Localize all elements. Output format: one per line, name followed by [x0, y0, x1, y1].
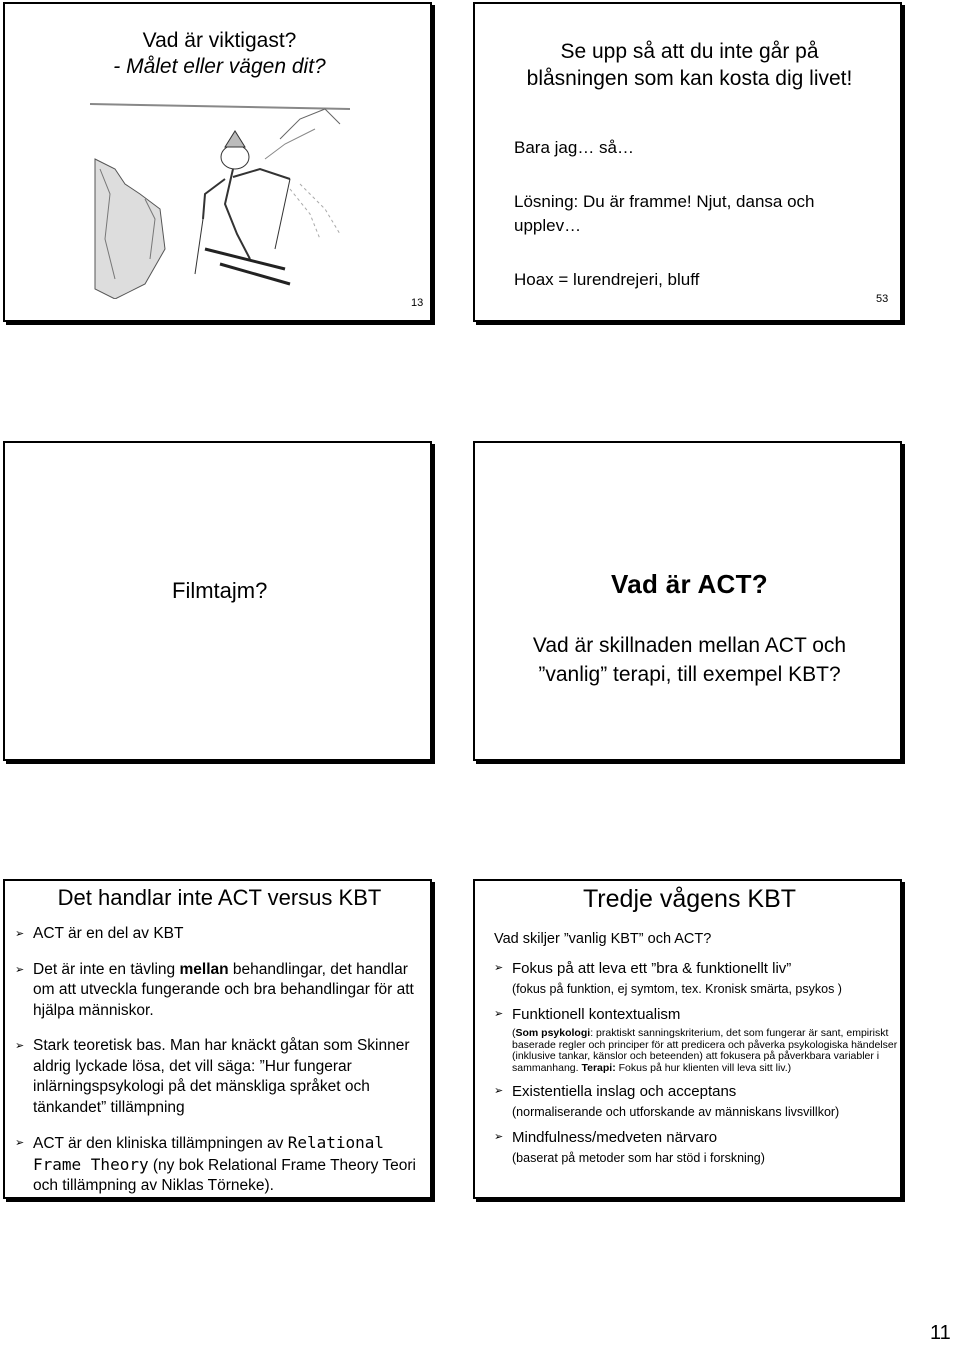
bullet-text: (ny bok Relational Frame Theory Teori och tillämpning av Niklas Törneke).	[33, 1156, 416, 1194]
bullet-arrow-icon: ➢	[494, 1131, 504, 1143]
skier-sketch-image	[85, 99, 355, 299]
bullet-arrow-icon: ➢	[15, 1040, 25, 1052]
bullet-arrow-icon: ➢	[15, 928, 25, 940]
bullet-arrow-icon: ➢	[494, 962, 504, 974]
body-line-1: Bara jag… så…	[514, 138, 634, 157]
bullet-small-bold: Terapi:	[581, 1061, 616, 1074]
body-line-2b: upplev…	[514, 216, 582, 235]
bullet-text: Det är inte en tävling	[33, 960, 180, 978]
bullet-text: ACT är en del av KBT	[33, 925, 184, 942]
bullet-subtext: (baserat på metoder som har stöd i forskning)	[512, 1151, 765, 1165]
bullet-list	[15, 924, 425, 1212]
slide-4	[473, 441, 902, 761]
slide-title: Tredje vågens KBT	[582, 885, 797, 913]
slide-5	[3, 879, 432, 1199]
slide-3	[3, 441, 432, 761]
slide-1	[3, 2, 432, 322]
slide-title: Vad är ACT?	[611, 569, 768, 599]
slide-number: 53	[876, 293, 889, 305]
slide-subtitle	[475, 631, 904, 689]
list-item	[494, 959, 899, 997]
bullet-text: Funktionell kontextualism	[512, 1006, 681, 1023]
slide-title	[475, 38, 904, 92]
list-item	[15, 1036, 425, 1118]
slide-intro: Vad skiljer ”vanlig KBT” och ACT?	[494, 931, 712, 947]
bullet-text: Man har knäckt gåtan som Skinner aldrig lyckade lösa, det vill säga: ”Hur fungerar inlärningspsykologi på det mänskliga språket och tänkandet” tillämpning	[33, 1037, 410, 1116]
list-item	[494, 1128, 899, 1166]
list-item	[494, 1005, 899, 1074]
slide-text: Filmtajm?	[172, 578, 268, 603]
bullet-text: Stark teoretisk bas.	[33, 1037, 170, 1054]
list-item	[15, 1133, 425, 1197]
title-line-2: blåsningen som kan kosta dig livet!	[526, 67, 853, 90]
bullet-text: behandlingar, det handlar om att utveckla fungerande och bra behandlingar för att hjälpa människor.	[33, 960, 414, 1019]
bullet-mono-text: Relational Frame Theory	[33, 1133, 385, 1174]
bullet-small-text: (Som psykologi: praktiskt sanningskriterium, det som fungerar är sant, empiriskt baserade regler och principer för att predicera och påverka psykologiska händelser (inklusive tankar, känslor och beteenden) att fokusera på påverkbara variabler i sammanhang. Terapi: Fokus på hur klienten vill leva sitt liv.)	[512, 1027, 898, 1074]
bullet-arrow-icon: ➢	[15, 1137, 25, 1149]
title-line-2: - Målet eller vägen dit?	[113, 55, 326, 78]
slide-title: Det handlar inte ACT versus KBT	[57, 885, 382, 910]
bullet-list	[494, 959, 899, 1174]
bullet-small-body: : praktiskt sanningskriterium, det som fungerar är sant, empiriskt baserade regler och principer för att predicera och påverka psykologiska händelser (inklusive tankar, känslor och beteenden) att fokusera på påverkbara variabler i sammanhang.	[512, 1027, 898, 1074]
bullet-text: Fokus på att leva ett ”bra & funktionellt liv”	[512, 960, 792, 977]
bullet-text: ACT är den kliniska tillämpningen av	[33, 1135, 288, 1152]
subtitle-line-1: Vad är skillnaden mellan ACT och	[532, 634, 847, 657]
bullet-arrow-icon: ➢	[15, 963, 25, 976]
list-item	[15, 960, 425, 1022]
body-line-3: Hoax = lurendrejeri, bluff	[514, 270, 700, 289]
bullet-text: Existentiella inslag och acceptans	[512, 1083, 737, 1100]
bullet-bold-text: mellan	[179, 960, 229, 978]
slide-title	[5, 28, 434, 80]
list-item	[15, 924, 425, 945]
bullet-arrow-icon: ➢	[494, 1085, 504, 1097]
bullet-text: Mindfulness/medveten närvaro	[512, 1129, 718, 1146]
bullet-small-body: Fokus på hur klienten vill leva sitt liv.)	[615, 1061, 792, 1074]
slide-2	[473, 2, 902, 322]
bullet-subtext: (fokus på funktion, ej symtom, tex. Kronisk smärta, psykos )	[512, 982, 842, 996]
slide-number: 13	[411, 297, 424, 309]
title-line-1: Vad är viktigast?	[142, 29, 297, 52]
body-line-2a: Lösning: Du är framme! Njut, dansa och	[514, 192, 815, 211]
title-line-1: Se upp så att du inte går på	[560, 40, 819, 63]
slide-6	[473, 879, 902, 1199]
bullet-subtext: (normaliserande och utforskande av människans livsvillkor)	[512, 1105, 840, 1119]
bullet-small-bold: Som psykologi	[515, 1027, 591, 1039]
list-item	[494, 1082, 899, 1120]
bullet-arrow-icon: ➢	[494, 1008, 504, 1020]
page-number: 11	[930, 1322, 951, 1344]
subtitle-line-2: ”vanlig” terapi, till exempel KBT?	[538, 663, 841, 686]
